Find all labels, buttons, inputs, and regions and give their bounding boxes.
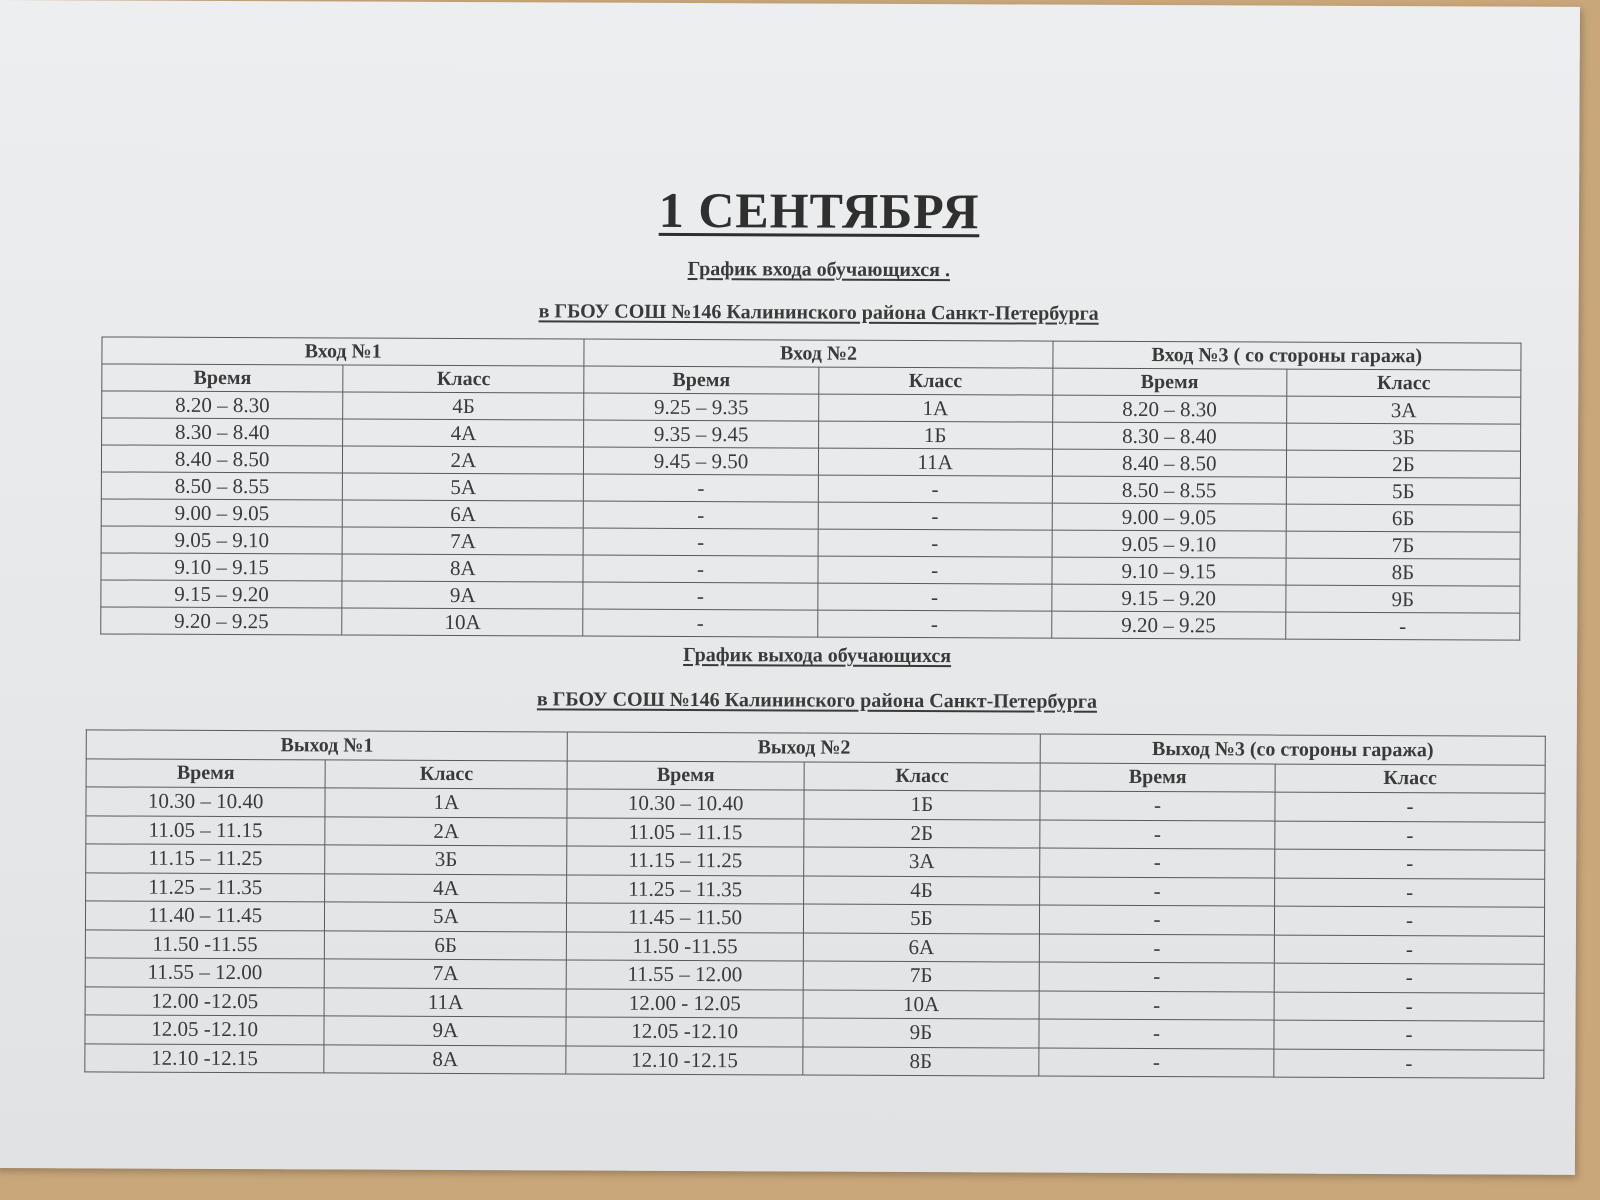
class-cell: 10А (342, 608, 583, 636)
time-cell: 12.00 -12.05 (85, 986, 324, 1016)
class-cell: - (1274, 935, 1544, 965)
time-cell: - (1040, 791, 1275, 821)
time-cell: 8.50 – 8.55 (101, 472, 342, 500)
exit-schedule-heading: График выхода обучающихся (683, 643, 952, 668)
class-cell: - (1275, 821, 1545, 851)
column-header: Класс (804, 762, 1040, 792)
class-cell: 2Б (1286, 450, 1520, 478)
time-cell: - (583, 582, 817, 610)
exit-schedule-table (84, 729, 1545, 1078)
class-cell: 3А (803, 847, 1039, 877)
time-cell: 9.00 – 9.05 (1052, 503, 1286, 531)
time-cell: - (584, 528, 818, 556)
class-cell: 2Б (804, 819, 1040, 849)
time-cell: 8.50 – 8.55 (1052, 476, 1286, 504)
entry-schedule-table (100, 336, 1521, 640)
time-cell: 11.25 – 11.35 (86, 872, 325, 902)
time-cell: 9.25 – 9.35 (584, 393, 818, 421)
class-cell: 2А (343, 446, 584, 474)
class-cell: 8А (342, 554, 583, 582)
column-header: Класс (1287, 369, 1521, 397)
time-cell: 8.40 – 8.50 (1052, 449, 1286, 477)
time-cell: 11.50 -11.55 (567, 931, 803, 961)
class-cell: 8Б (1286, 558, 1520, 586)
class-cell: 1А (818, 394, 1052, 422)
entry-school-name: в ГБОУ СОШ №146 Калининского района Санкт-Петербурга (538, 300, 1099, 325)
time-cell: 11.50 -11.55 (85, 929, 324, 959)
time-cell: 9.05 – 9.10 (101, 526, 342, 554)
time-cell: 11.05 – 11.15 (567, 817, 803, 847)
class-cell: - (1274, 1020, 1544, 1050)
time-cell: 10.30 – 10.40 (567, 789, 803, 819)
class-cell: 7Б (1286, 531, 1520, 559)
class-cell: - (817, 583, 1051, 611)
class-cell: 9Б (1286, 585, 1520, 613)
column-header: Время (1040, 763, 1275, 793)
entry-group-header: Вход №1 (102, 337, 585, 366)
class-cell: 1А (325, 788, 567, 818)
class-cell: 9А (342, 581, 583, 609)
time-cell: 8.30 – 8.40 (102, 418, 343, 446)
time-cell: 12.00 - 12.05 (567, 988, 803, 1018)
class-cell: 6А (803, 933, 1039, 963)
class-cell: 6Б (1286, 504, 1520, 532)
class-cell: - (818, 556, 1052, 584)
time-cell: 11.55 – 12.00 (85, 958, 324, 988)
column-header: Время (568, 760, 804, 790)
table-row (101, 607, 1520, 640)
class-cell: 3Б (1286, 423, 1520, 451)
class-cell: - (817, 610, 1051, 638)
column-header: Класс (343, 365, 584, 393)
class-cell: 5А (325, 902, 567, 932)
time-cell: 11.25 – 11.35 (567, 874, 803, 904)
class-cell: 3Б (325, 845, 567, 875)
time-cell: 12.05 -12.10 (566, 1017, 802, 1047)
entry-group-header: Вход №3 ( со стороны гаража) (1053, 341, 1521, 370)
class-cell: 11А (818, 448, 1052, 476)
entry-group-header: Вход №2 (584, 339, 1052, 368)
column-header: Время (1052, 368, 1286, 396)
class-cell: 8А (324, 1044, 566, 1074)
time-cell: 9.15 – 9.20 (101, 580, 342, 608)
time-cell: 9.45 – 9.50 (584, 447, 818, 475)
time-cell: - (1039, 991, 1274, 1021)
class-cell: 7Б (803, 961, 1039, 991)
time-cell: - (1040, 905, 1275, 935)
class-cell: - (1274, 1049, 1544, 1079)
class-cell: 4Б (343, 392, 584, 420)
exit-group-header: Выход №2 (568, 732, 1041, 763)
class-cell: - (1274, 992, 1544, 1022)
class-cell: 6Б (325, 930, 567, 960)
class-cell: - (818, 475, 1052, 503)
class-cell: - (1275, 792, 1545, 822)
class-cell: 10А (803, 990, 1039, 1020)
class-cell: - (818, 529, 1052, 557)
class-cell: - (1275, 849, 1545, 879)
time-cell: - (583, 555, 817, 583)
time-cell: 11.15 – 11.25 (567, 846, 803, 876)
time-cell: 9.15 – 9.20 (1052, 584, 1286, 612)
time-cell: - (1039, 934, 1274, 964)
time-cell: - (1040, 877, 1275, 907)
time-cell: 12.10 -12.15 (85, 1043, 324, 1073)
time-cell: 11.15 – 11.25 (86, 844, 325, 874)
exit-group-header: Выход №3 (со стороны гаража) (1040, 734, 1545, 765)
class-cell: 7А (324, 959, 566, 989)
page-title: 1 СЕНТЯБРЯ (658, 181, 980, 240)
exit-table-body (85, 787, 1545, 1078)
time-cell: - (1039, 1048, 1274, 1078)
time-cell: - (1039, 1019, 1274, 1049)
exit-group-header: Выход №1 (86, 730, 568, 761)
column-header: Класс (325, 759, 567, 789)
class-cell: 4Б (803, 876, 1039, 906)
time-cell: 9.05 – 9.10 (1052, 530, 1286, 558)
time-cell: - (1040, 820, 1275, 850)
time-cell: 8.20 – 8.30 (1052, 395, 1286, 423)
class-cell: - (1286, 612, 1520, 640)
class-cell: 9Б (803, 1018, 1039, 1048)
time-cell: 9.20 – 9.25 (1051, 611, 1285, 639)
time-cell: 9.00 – 9.05 (101, 499, 342, 527)
class-cell: 5А (343, 473, 584, 501)
time-cell: 9.35 – 9.45 (584, 420, 818, 448)
time-cell: 11.45 – 11.50 (567, 903, 803, 933)
class-cell: 9А (324, 1016, 566, 1046)
class-cell: 4А (325, 873, 567, 903)
class-cell: - (818, 502, 1052, 530)
class-cell: 6А (342, 500, 583, 528)
column-header: Класс (818, 367, 1052, 395)
class-cell: 7А (342, 527, 583, 555)
class-cell: 5Б (1286, 477, 1520, 505)
time-cell: 12.05 -12.10 (85, 1015, 324, 1045)
time-cell: 11.55 – 12.00 (567, 960, 803, 990)
time-cell: - (1039, 962, 1274, 992)
class-cell: - (1274, 963, 1544, 993)
time-cell: 8.20 – 8.30 (102, 391, 343, 419)
class-cell: - (1275, 878, 1545, 908)
class-cell: 3А (1286, 396, 1520, 424)
time-cell: 11.40 – 11.45 (85, 901, 324, 931)
time-cell: 12.10 -12.15 (566, 1045, 802, 1075)
class-cell: - (1274, 906, 1544, 936)
class-cell: 2А (325, 816, 567, 846)
time-cell: 8.40 – 8.50 (101, 445, 342, 473)
time-cell: - (584, 474, 818, 502)
column-header: Время (102, 364, 343, 392)
entry-schedule-heading: График входа обучающихся . (687, 258, 951, 282)
time-cell: - (1040, 848, 1275, 878)
time-cell: 10.30 – 10.40 (86, 787, 325, 817)
column-header: Класс (1275, 764, 1545, 794)
class-cell: 1Б (804, 790, 1040, 820)
class-cell: 1Б (818, 421, 1052, 449)
exit-school-name: в ГБОУ СОШ №146 Калининского района Санкт-Петербурга (536, 688, 1098, 713)
time-cell: 9.10 – 9.15 (101, 553, 342, 581)
column-header: Время (86, 758, 325, 788)
time-cell: 8.30 – 8.40 (1052, 422, 1286, 450)
entry-table-body (101, 391, 1521, 640)
time-cell: - (583, 609, 817, 637)
time-cell: 9.10 – 9.15 (1052, 557, 1286, 585)
class-cell: 11А (324, 987, 566, 1017)
class-cell: 4А (343, 419, 584, 447)
class-cell: 8Б (803, 1047, 1039, 1077)
time-cell: 9.20 – 9.25 (101, 607, 342, 635)
column-header: Время (584, 366, 818, 394)
time-cell: - (584, 501, 818, 529)
class-cell: 5Б (803, 904, 1039, 934)
table-row (85, 1043, 1544, 1078)
time-cell: 11.05 – 11.15 (86, 815, 325, 845)
